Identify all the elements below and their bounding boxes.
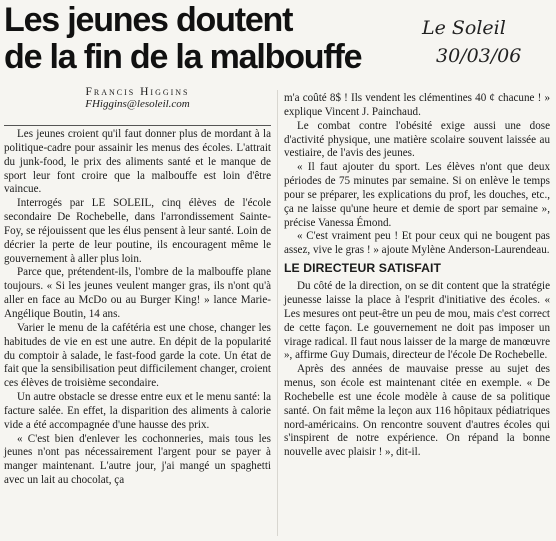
paragraph: « Il faut ajouter du sport. Les élèves n'ont que deux périodes de 75 minutes par semaine. Si on enlève le temps pour se préparer, les explications du prof, les douches, etc., ça ne laisse qu'une heure et demie de sport par semaine », précise Vanessa Émond. xyxy=(284,161,550,229)
article-column-2 xyxy=(284,92,550,460)
headline-line-1: Les jeunes doutent xyxy=(4,1,293,39)
section-subhead: LE DIRECTEUR SATISFAIT xyxy=(284,261,442,276)
paragraph: Un autre obstacle se dresse entre eux et le menu santé: la facture salée. En effet, la disparition des aliments à calorie vide a été accompagnée d'une hausse des prix. xyxy=(4,391,271,431)
paragraph: Du côté de la direction, on se dit content que la stratégie jeunesse laisse la place à l'esprit d'initiative des écoles. « Les mesures ont peut-être un peu de mou, mais c'est correct de cette façon. Le gouvernement ne doit pas imposer un virage radical. Il faut nous laisser de la marge de manœuvre », affirme Guy Dumais, directeur de l'école De Rochebelle. xyxy=(284,280,550,362)
byline-divider xyxy=(4,125,271,126)
paragraph: m'a coûté 8$ ! Ils vendent les clémentines 40 ¢ chacune ! » explique Vincent J. Painchaud. xyxy=(284,92,550,118)
article-column-1 xyxy=(4,128,271,488)
paragraph: Parce que, prétendent-ils, l'ombre de la malbouffe plane toujours. « Si les jeunes veulent manger gras, ils n'ont qu'à aller en face au McDo ou au Burger King! » lance Marie-Angélique Boutin, 14 ans. xyxy=(4,266,271,320)
author-email: FHiggins@lesoleil.com xyxy=(85,98,190,110)
paragraph: Les jeunes croient qu'il faut donner plus de mordant à la politique-cadre pour assainir les menus des écoles. L'attrait du junk-food, le prix des aliments santé et le manque de sport leur font croire que la malbouffe est loin d'être vaincue. xyxy=(4,128,271,196)
author-name: Francis Higgins xyxy=(85,86,190,98)
headline-line-2: de la fin de la malbouffe xyxy=(4,38,362,76)
byline xyxy=(4,86,271,110)
headline xyxy=(4,2,404,76)
handwritten-publication: Le Soleil xyxy=(422,17,506,39)
handwritten-source-note xyxy=(416,14,548,70)
paragraph: « C'est bien d'enlever les cochonneries, mais tous les jeunes n'ont pas nécessairement l'argent pour se payer à manger maintenant. L'autre jour, j'ai mangé un spaghetti avec un lait au chocolat, ça xyxy=(4,432,271,487)
handwritten-date: 30/03/06 xyxy=(436,45,522,67)
column-divider xyxy=(277,90,278,536)
paragraph: « C'est vraiment peu ! Et pour ceux qui ne bougent pas assez, vive le gras ! » ajoute Mylène Anderson-Laurendeau. xyxy=(284,230,550,257)
paragraph: Le combat contre l'obésité exige aussi une dose d'activité physique, une matière scolaire souvent laissée au vestiaire, de l'avis des jeunes. xyxy=(284,119,550,160)
paragraph: Interrogés par LE SOLEIL, cinq élèves de l'école secondaire De Rochebelle, dans l'arrondissement Sainte-Foy, se réjouissent que les élus pensent à leur santé. Loin de décrier la perte de leur poutine, ils encouragent même le gouvernement à aller plus loin. xyxy=(4,197,271,265)
paragraph: Varier le menu de la cafétéria est une chose, changer les habitudes de vie en est une autre. En dépit de la popularité du comptoir à salade, le fast-food garde la cote. Un état de fait que la sensibilisation peut difficilement changer, croient ces élèves de troisième secondaire. xyxy=(4,321,271,390)
paragraph: Après des années de mauvaise presse au sujet des menus, son école est maintenant citée en exemple. « De Rochebelle est une école modèle à cause de sa politique santé. On fait même la leçon aux 116 hôpitaux pédiatriques nord-américains. On rencontre souvent d'autres écoles qui s'inspirent de notre expérience. On répand la bonne nouvelle avec plaisir ! », dit-il. xyxy=(284,363,550,459)
